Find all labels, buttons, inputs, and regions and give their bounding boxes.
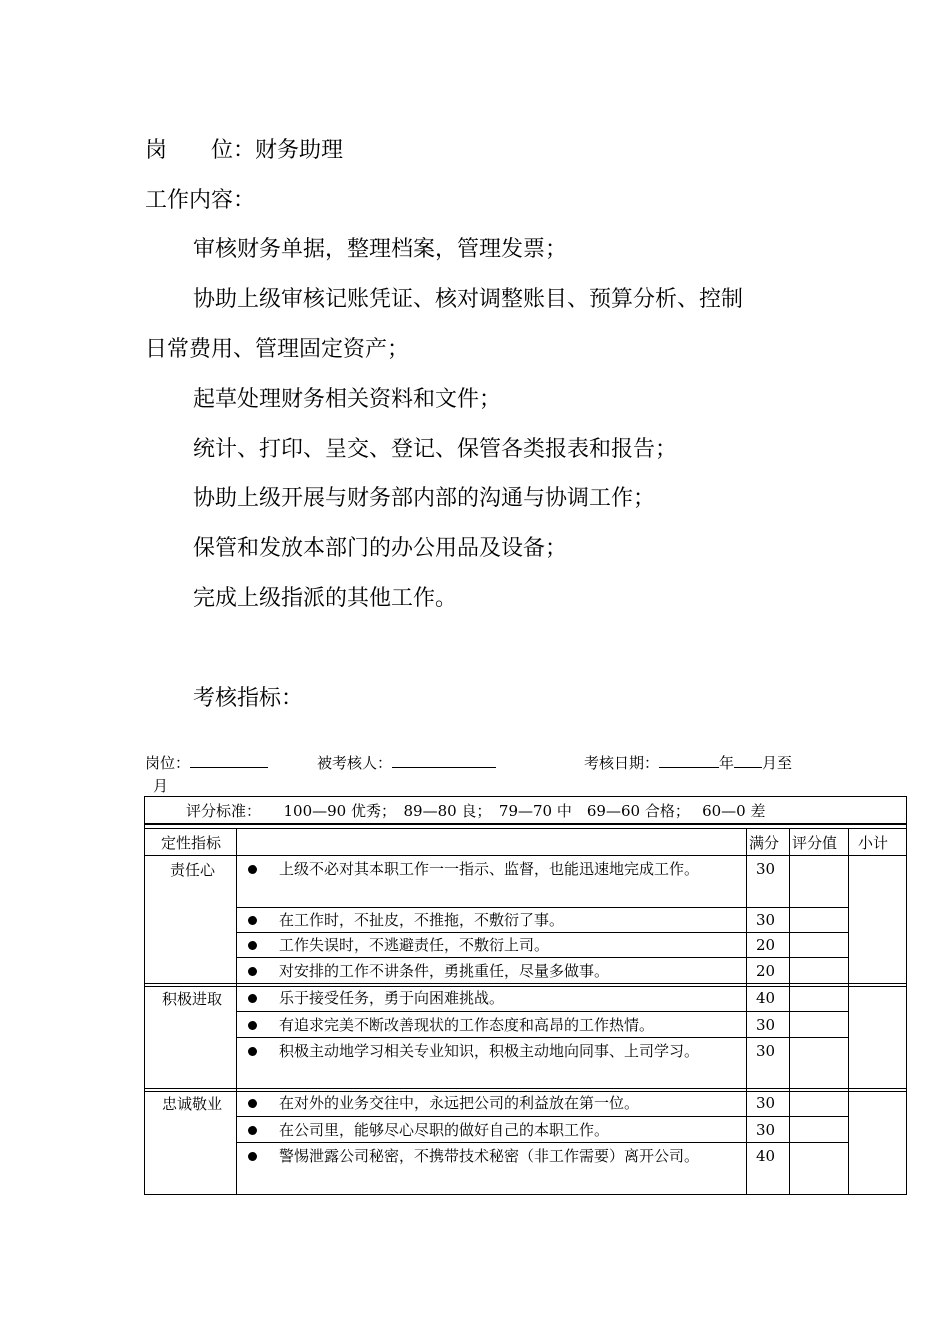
duty-item: 统计、打印、呈交、登记、保管各类报表和报告；: [193, 437, 678, 462]
position-blank[interactable]: [190, 751, 268, 768]
criterion-text: 工作失误时，不逃避责任，不敷衍上司。: [279, 936, 550, 954]
full-score: 20: [756, 962, 776, 980]
full-score: 40: [756, 1147, 776, 1165]
examinee-blank[interactable]: [392, 751, 496, 768]
duty-item: 起草处理财务相关资料和文件；: [193, 387, 502, 412]
duty-item: 协助上级审核记账凭证、核对调整账目、预算分析、控制: [193, 287, 744, 312]
work-content-label: 工作内容：: [145, 188, 256, 213]
full-score: 30: [756, 1121, 776, 1139]
bullet-icon: [248, 941, 257, 950]
month-to-label: 月至: [762, 754, 793, 772]
criterion-text: 在公司里，能够尽心尽职的做好自己的本职工作。: [279, 1121, 610, 1139]
year-label: 年: [719, 754, 735, 772]
group-name: 忠诚敬业: [162, 1095, 223, 1113]
form-examinee-label: 被考核人：: [317, 754, 393, 772]
full-score: 40: [756, 989, 776, 1007]
month-blank[interactable]: [734, 751, 762, 768]
col-divider: [746, 829, 747, 1195]
table-thick-rule: [144, 823, 907, 825]
form-date-label: 考核日期：: [584, 754, 660, 772]
criterion-text: 乐于接受任务，勇于向困难挑战。: [279, 989, 505, 1007]
scoring-standard: 评分标准： 100—90 优秀； 89—80 良； 79—70 中 69—60 合格； 60—0 差: [186, 802, 766, 820]
position-line: [145, 137, 343, 165]
full-score: 30: [756, 911, 776, 929]
full-score: 30: [756, 860, 776, 878]
position-label: 岗 位：: [145, 138, 256, 163]
bullet-icon: [248, 994, 257, 1003]
year-blank[interactable]: [659, 751, 719, 768]
header-score-value: 评分值: [792, 834, 838, 852]
col-divider: [848, 829, 849, 1195]
form-examinee: [317, 751, 496, 773]
full-score: 30: [756, 1042, 776, 1060]
full-score: 20: [756, 936, 776, 954]
col-divider: [789, 829, 790, 1195]
table-thick-rule: [144, 828, 907, 829]
criterion-text: 上级不必对其本职工作一一指示、监督，也能迅速地完成工作。: [279, 860, 700, 878]
duty-item: 协助上级开展与财务部内部的沟通与协调工作；: [193, 486, 656, 511]
group-name: 积极进取: [162, 990, 223, 1008]
criterion-text: 有追求完美不断改善现状的工作态度和高昂的工作热情。: [279, 1016, 655, 1034]
criterion-text: 在对外的业务交往中，永远把公司的利益放在第一位。: [279, 1094, 640, 1112]
assessment-label: 考核指标：: [193, 686, 304, 711]
bullet-icon: [248, 967, 257, 976]
group-name: 责任心: [170, 861, 216, 879]
bullet-icon: [248, 1047, 257, 1056]
form-date: [584, 751, 792, 773]
criterion-text: 警惕泄露公司秘密，不携带技术秘密（非工作需要）离开公司。: [279, 1147, 700, 1165]
form-position-label: 岗位：: [145, 754, 191, 772]
header-indicator: 定性指标: [161, 834, 222, 852]
bullet-icon: [248, 1126, 257, 1135]
bullet-icon: [248, 1021, 257, 1030]
group-divider: [144, 983, 907, 984]
duty-item-continuation: 日常费用、管理固定资产；: [145, 337, 410, 362]
col-divider: [236, 829, 237, 1195]
table-border-top: [144, 796, 907, 797]
bullet-icon: [248, 1099, 257, 1108]
position-value: 财务助理: [255, 138, 344, 163]
duty-item: 保管和发放本部门的办公用品及设备；: [193, 536, 568, 561]
duty-item: 审核财务单据，整理档案，管理发票；: [193, 237, 568, 262]
header-full-score: 满分: [749, 834, 780, 852]
criterion-text: 积极主动地学习相关专业知识，积极主动地向同事、上司学习。: [279, 1042, 700, 1060]
criterion-text: 对安排的工作不讲条件，勇挑重任，尽量多做事。: [279, 962, 610, 980]
full-score: 30: [756, 1094, 776, 1112]
form-header: [145, 751, 268, 773]
header-subtotal: 小计: [858, 834, 889, 852]
full-score: 30: [756, 1016, 776, 1034]
duty-item: 完成上级指派的其他工作。: [193, 586, 458, 611]
group-divider: [144, 1088, 907, 1089]
month-label: 月: [153, 777, 169, 795]
bullet-icon: [248, 916, 257, 925]
bullet-icon: [248, 865, 257, 874]
table-border-bottom: [144, 1194, 907, 1195]
bullet-icon: [248, 1152, 257, 1161]
criterion-text: 在工作时，不扯皮，不推拖，不敷衍了事。: [279, 911, 565, 929]
